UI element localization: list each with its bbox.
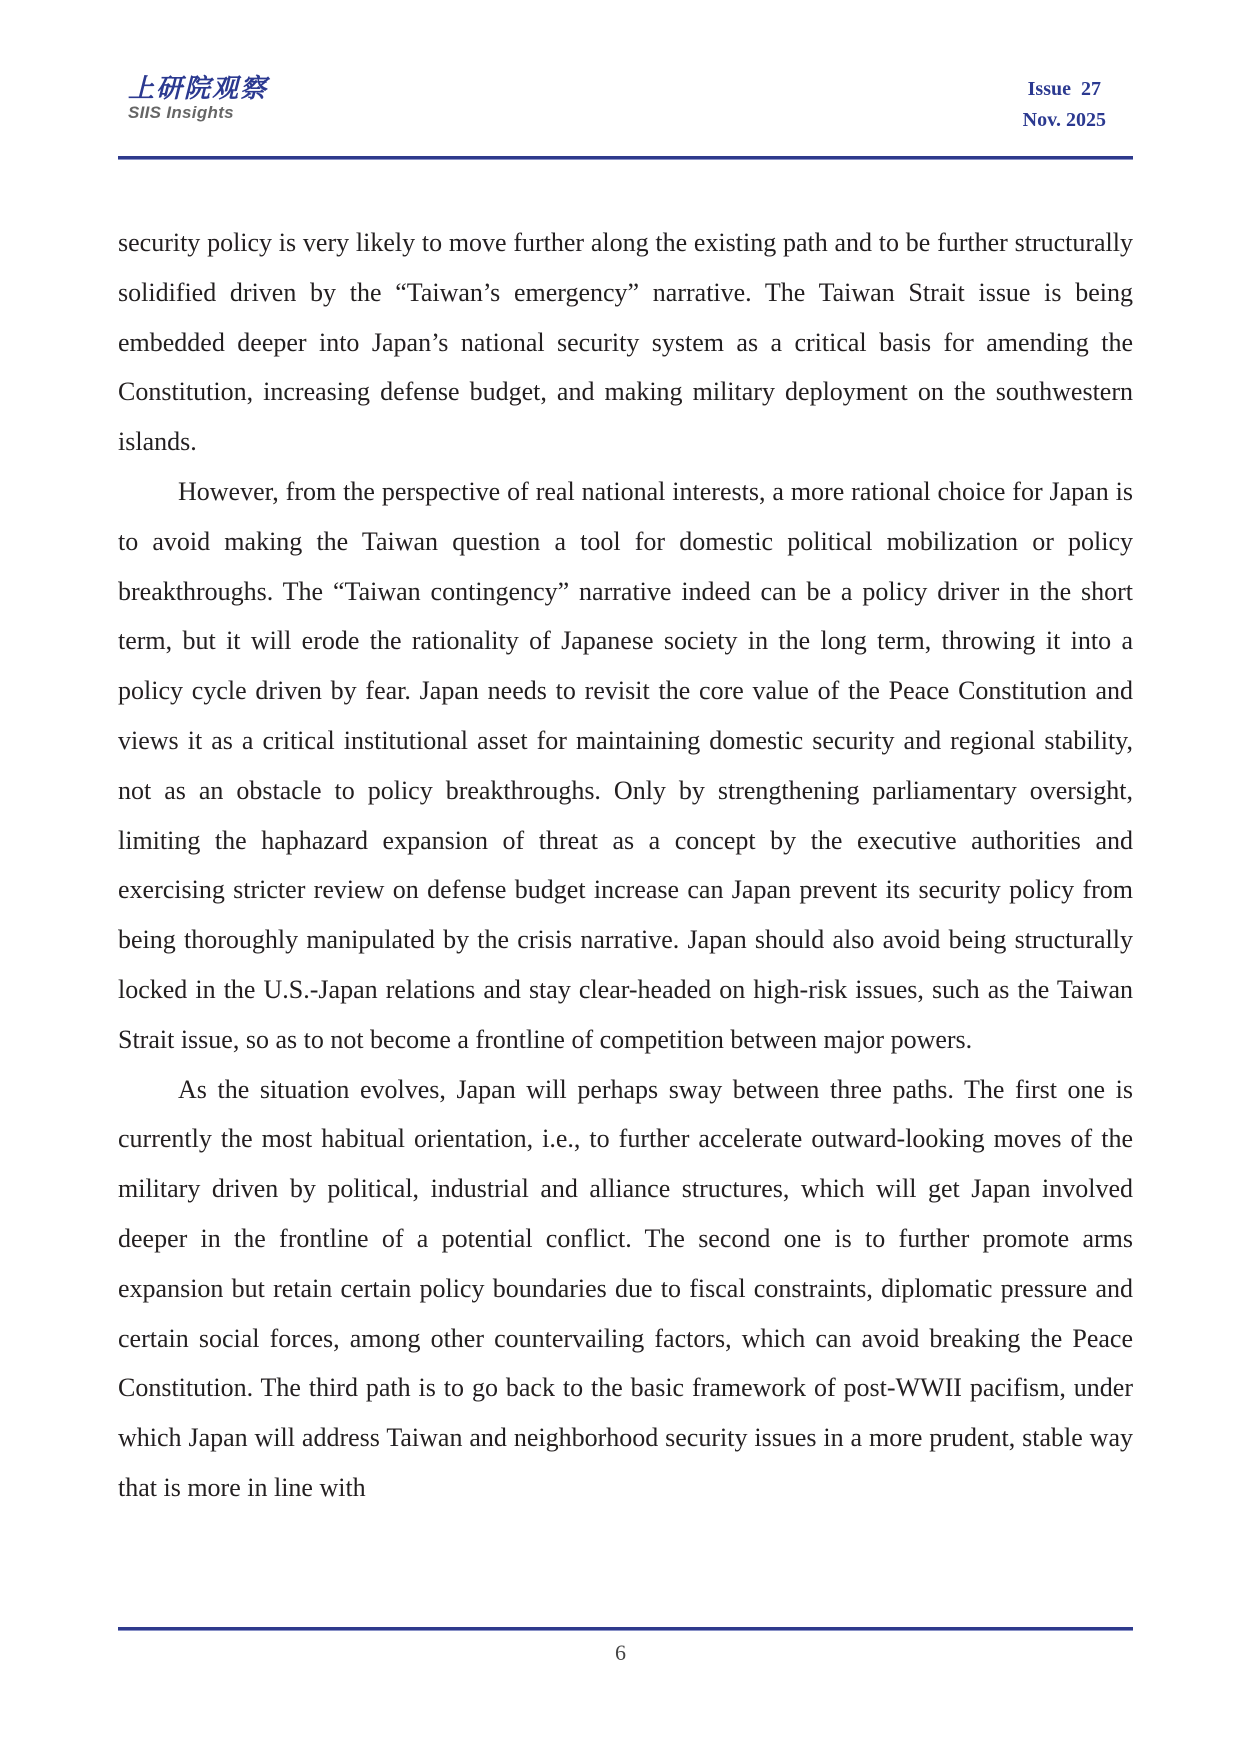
footer-divider <box>118 1627 1133 1631</box>
article-body <box>118 218 1133 1513</box>
issue-date: Nov. 2025 <box>1022 109 1106 131</box>
paragraph-continuation: security policy is very likely to move further along the existing path and to be further structurally solidified driven by the “Taiwan’s emergency” narrative. The Taiwan Strait issue is being embedded deeper into Japan’s national security system as a critical basis for amending the Constitution, increasing defense budget, and making military deployment on the southwestern islands. <box>118 228 1133 457</box>
issue-number: Issue 27 <box>1027 78 1101 100</box>
paragraph: As the situation evolves, Japan will perhaps sway between three paths. The first one is currently the most habitual orientation, i.e., to further accelerate outward-looking moves of the military driven by political, industrial and alliance structures, which will get Japan involved deeper in the frontline of a potential conflict. The second one is to further promote arms expansion but retain certain policy boundaries due to fiscal constraints, diplomatic pressure and certain social forces, among other countervailing factors, which can avoid breaking the Peace Constitution. The third path is to go back to the basic framework of post-WWII pacifism, under which Japan will address Taiwan and neighborhood security issues in a more prudent, stable way that is more in line with <box>118 1074 1133 1502</box>
header-divider <box>118 156 1133 160</box>
siis-logo <box>128 74 268 123</box>
issue-info <box>1023 74 1106 136</box>
logo-english-title: SIIS Insights <box>128 103 234 122</box>
page-number: 6 <box>615 1640 626 1665</box>
logo-chinese-title: 上研院观察 <box>128 74 269 104</box>
paragraph: However, from the perspective of real national interests, a more rational choice for Japan is to avoid making the Taiwan question a tool for domestic political mobilization or policy breakthroughs. The “Taiwan contingency” narrative indeed can be a policy driver in the short term, but it will erode the rationality of Japanese society in the long term, throwing it into a policy cycle driven by fear. Japan needs to revisit the core value of the Peace Constitution and views it as a critical institutional asset for maintaining domestic security and regional stability, not as an obstacle to policy breakthroughs. Only by strengthening parliamentary oversight, limiting the haphazard expansion of threat as a concept by the executive authorities and exercising stricter review on defense budget increase can Japan prevent its security policy from being thoroughly manipulated by the crisis narrative. Japan should also avoid being structurally locked in the U.S.-Japan relations and stay clear-headed on high-risk issues, such as the Taiwan Strait issue, so as to not become a frontline of competition between major powers. <box>118 476 1133 1054</box>
